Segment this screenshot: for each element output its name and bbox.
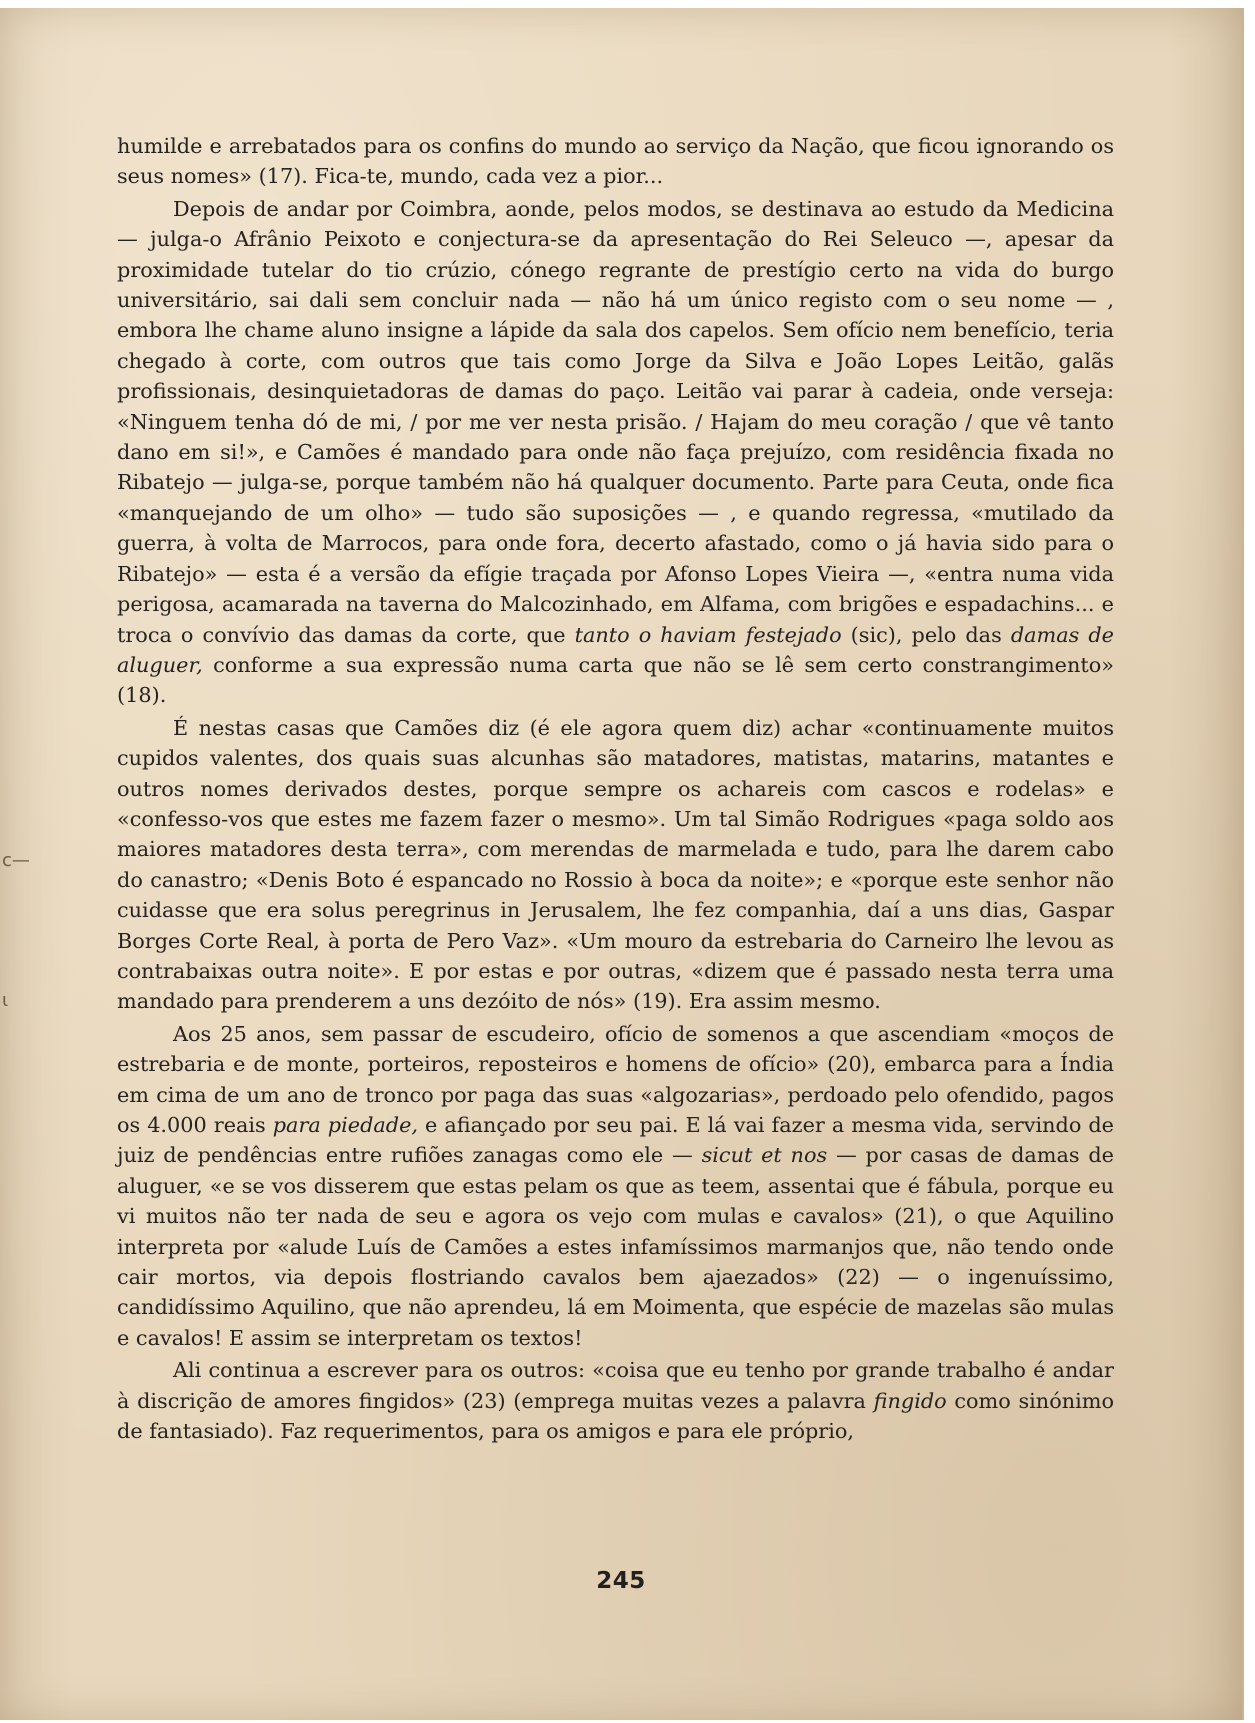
text-run: como sinónimo de fantasiado). Faz requerimentos, para os amigos e para ele próprio, — [117, 1388, 1114, 1444]
text-run: Aos 25 anos, sem passar de escudeiro, ofício de somenos a que ascendiam «moços de estrebaria e de monte, porteiros, reposteiros e homens de ofício» (20), embarca para a Índia em cima de um ano de tronco por paga das suas «algozarias», perdoado pelo ofendido, pagos os 4.000 reais — [117, 1021, 1114, 1137]
text-run: e afiançado por seu pai. E lá vai fazer a mesma vida, servindo de juiz de pendências entre rufiões zanagas como ele — — [117, 1113, 1114, 1168]
italic-phrase: tanto o haviam festejado — [574, 622, 842, 647]
italic-phrase: fingido — [873, 1388, 947, 1413]
paragraph-p3 — [117, 713, 1114, 1017]
text-run: É nestas casas que Camões diz (é ele agora quem diz) achar «continuamente muitos cupidos valentes, dos quais suas alcunhas são matadores, matistas, matarins, matantes e outros nomes derivados destes, porque sempre os achareis com cascos e rodelas» e «confesso-vos que estes me fazem fazer o mesmo». Um tal Simão Rodrigues «paga soldo aos maiores matadores desta terra», com merendas de marmelada e tudo, para lhe darem cabo do canastro; «Denis Boto é espancado no Rossio à boca da noite»; e «porque este senhor não cuidasse que era solus peregrinus in Jerusalem, lhe fez companhia, daí a uns dias, Gaspar Borges Corte Real, à porta de Pero Vaz». «Um mouro da estrebaria do Carneiro lhe levou as contrabaixas outra noite». E por estas e por outras, «dizem que é passado nesta terra uma mandado para prenderem a uns dezóito de nós» (19). Era assim mesmo. — [117, 715, 1114, 1014]
margin-mark: ɩ — [2, 990, 9, 1011]
text-run: Depois de andar por Coimbra, aonde, pelos modos, se destinava ao estudo da Medicina — julga-o Afrânio Peixoto e conjectura-se da apresentação do Rei Seleuco —, apesar da proximidade tutelar do tio crúzio, cónego regrante de prestígio certo na vida do burgo universitário, sai dali sem concluir nada — não há um único registo com o seu nome — , embora lhe chame aluno insigne a lápide da sala dos capelos. Sem ofício nem benefício, teria chegado à corte, com outros que tais como Jorge da Silva e João Lopes Leitão, galãs profissionais, desinquietadoras de damas do paço. Leitão vai parar à cadeia, onde verseja: «Ninguem tenha dó de mi, / por me ver nesta prisão. / Hajam do meu coração / que vê tanto dano em si!», e Camões é mandado para onde não faça prejuízo, com residência fixada no Ribatejo — julga-se, porque também não há qualquer documento. Parte para Ceuta, onde fica «manquejando de um olho» — tudo são suposições — , e quando regressa, «mutilado da guerra, à volta de Marrocos, para onde fora, decerto afastado, como o já havia sido para o Ribatejo» — esta é a versão da efígie traçada por Afonso Lopes Vieira —, «entra numa vida perigosa, acamarada na taverna do Malcozinhado, em Alfama, com brigões e espadachins... e troca o convívio das damas da corte, que — [117, 196, 1114, 647]
paragraph-p4 — [117, 1019, 1114, 1353]
text-run: (sic), pelo das — [841, 622, 1011, 647]
margin-mark: c— — [2, 850, 30, 871]
text-run: Ali continua a escrever para os outros: «coisa que eu tenho por grande trabalho é andar à discrição de amores fingidos» (23) (emprega muitas vezes a palavra — [117, 1358, 1114, 1413]
paragraph-p2 — [117, 194, 1114, 711]
italic-phrase: para piedade, — [272, 1113, 419, 1137]
body-text — [117, 131, 1114, 1448]
paragraph-p1 — [117, 131, 1114, 192]
italic-phrase: sicut et nos — [701, 1143, 828, 1168]
text-run: humilde e arrebatados para os confins do mundo ao serviço da Nação, que ficou ignorando os seus nomes» (17). Fica-te, mundo, cada vez a pior... — [117, 134, 1114, 189]
text-run: — por casas de damas de aluguer, «e se vos disserem que estas pelam os que as teem, assentai que é fábula, porque eu vi muitos não ter nada de seu e agora os vejo com mulas e cavalos» (21), o que Aquilino interpreta por «alude Luís de Camões a estes infamíssimos marmanjos que, não tendo onde cair mortos, via depois flostriando cavalos bem ajaezados» (22) — o ingenuíssimo, candidíssimo Aquilino, que não aprendeu, lá em Moimenta, que espécie de mazelas são mulas e cavalos! E assim se interpretam os textos! — [117, 1143, 1114, 1350]
text-run: conforme a sua expressão numa carta que não se lê sem certo constrangimento» (18). — [117, 652, 1114, 708]
italic-phrase: damas de aluguer, — [117, 622, 1114, 677]
page-number: 245 — [596, 1568, 646, 1594]
paragraph-p5 — [117, 1355, 1114, 1446]
